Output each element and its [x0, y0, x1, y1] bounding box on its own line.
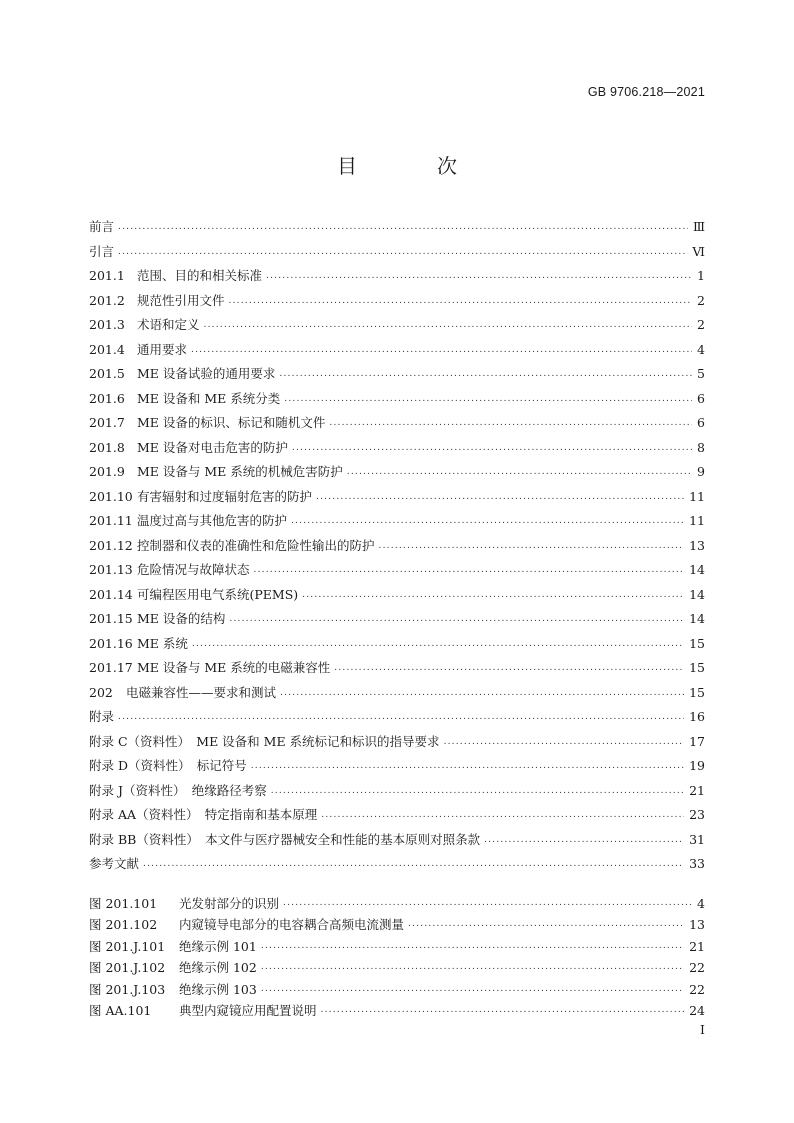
toc-entry-number: 201.4 — [89, 341, 125, 357]
toc-entry-title: ME 设备与 ME 系统的电磁兼容性 — [137, 660, 331, 675]
toc-entry-number: 201.14 — [89, 586, 133, 602]
toc-entry-title: 引言 — [89, 243, 115, 259]
toc-entry-page: 8 — [697, 439, 705, 455]
toc-entry-label — [89, 362, 275, 387]
toc-entry-number: 201.8 — [89, 439, 125, 455]
toc-entry-page: 4 — [697, 341, 705, 357]
toc-entry-label — [89, 485, 312, 510]
toc-entry[interactable] — [89, 754, 705, 779]
toc-entry-title: 附录 C（资料性） ME 设备和 ME 系统标记和标识的指导要求 — [89, 733, 440, 749]
standard-code: GB 9706.218—2021 — [587, 85, 705, 99]
toc-entry-label — [89, 828, 480, 853]
dot-leader — [291, 509, 684, 534]
toc-entry-label — [89, 264, 262, 289]
toc-entry-number: 201.1 — [89, 268, 125, 283]
dot-leader — [283, 893, 692, 914]
figure-entry[interactable] — [89, 914, 705, 935]
toc-entry[interactable] — [89, 730, 705, 755]
toc-entry[interactable] — [89, 240, 705, 265]
figure-entry-title: 内窥镜导电部分的电容耦合高频电流测量 — [179, 917, 405, 933]
dot-leader — [191, 338, 692, 363]
dot-leader — [204, 313, 693, 338]
toc-entry-label — [89, 460, 343, 485]
figure-entry-number: 图 AA.101 — [89, 1002, 152, 1018]
toc-entry[interactable] — [89, 460, 705, 485]
toc-entry-label — [89, 583, 298, 608]
toc-entry-number: 201.2 — [89, 292, 125, 308]
toc-entry-label — [89, 215, 114, 240]
toc-entry-number: 201.13 — [89, 562, 133, 577]
toc-entry-label — [89, 411, 325, 436]
dot-leader — [261, 957, 684, 978]
dot-leader — [271, 779, 684, 804]
toc-entry[interactable] — [89, 362, 705, 387]
toc-entry-title: ME 设备对电击危害的防护 — [137, 439, 288, 455]
toc-entry-page: 15 — [689, 635, 705, 651]
figure-entry-label — [89, 893, 279, 914]
toc-entry-title: ME 设备的标识、标记和随机文件 — [137, 415, 326, 430]
toc-entry-page: 14 — [689, 586, 705, 602]
toc-entry-page: 19 — [689, 758, 705, 773]
toc-entry-label — [89, 730, 440, 755]
toc-entry[interactable] — [89, 558, 705, 583]
figure-entry-title: 光发射部分的识别 — [179, 896, 280, 911]
dot-leader — [261, 979, 684, 1000]
toc-entry-label — [89, 289, 225, 314]
toc-entry-page: 13 — [689, 537, 705, 553]
toc-entry[interactable] — [89, 313, 705, 338]
toc-entry-title: 附录 AA（资料性） 特定指南和基本原理 — [89, 807, 318, 822]
dot-leader — [251, 754, 684, 779]
figure-entry-title: 典型内窥镜应用配置说明 — [179, 1002, 317, 1018]
figure-entry-label — [89, 1000, 317, 1021]
dot-leader — [329, 411, 692, 436]
figure-entry-title: 绝缘示例 102 — [179, 960, 257, 976]
dot-leader — [280, 681, 684, 706]
toc-entry-page: 15 — [689, 660, 705, 675]
toc-entry-page: 6 — [697, 390, 705, 406]
toc-entry[interactable] — [89, 485, 705, 510]
toc-entry-title: 可编程医用电气系统(PEMS) — [137, 586, 299, 602]
figure-entry-label — [89, 914, 404, 935]
toc-entry-number: 201.6 — [89, 390, 125, 406]
toc-entry-title: ME 设备的结构 — [137, 611, 226, 626]
toc-entry[interactable] — [89, 289, 705, 314]
toc-entry-label — [89, 656, 330, 681]
dot-leader — [302, 583, 684, 608]
toc-entry-page: 33 — [689, 856, 705, 871]
toc-entry-page: 14 — [689, 611, 705, 626]
dot-leader — [254, 558, 685, 583]
toc-entry-number: 201.9 — [89, 464, 125, 479]
toc-entry-number: 201.5 — [89, 366, 125, 381]
dot-leader — [118, 215, 688, 240]
toc-entry[interactable] — [89, 583, 705, 608]
toc-entry[interactable] — [89, 436, 705, 461]
figure-entry-label — [89, 979, 257, 1000]
toc-entry-title: 规范性引用文件 — [137, 292, 225, 308]
toc-entry-title: 电磁兼容性——要求和测试 — [126, 684, 277, 700]
toc-entry-page: 31 — [689, 831, 705, 847]
dot-leader — [266, 264, 692, 289]
dot-leader — [118, 705, 684, 730]
dot-leader — [444, 730, 685, 755]
toc-entry-title: 危险情况与故障状态 — [137, 562, 250, 577]
toc-entry[interactable] — [89, 411, 705, 436]
toc-entry[interactable] — [89, 681, 705, 706]
toc-entry[interactable] — [89, 779, 705, 804]
figure-entry[interactable] — [89, 979, 705, 1000]
dot-leader — [229, 607, 684, 632]
toc-entry[interactable] — [89, 852, 705, 877]
figure-entry-label — [89, 936, 257, 957]
figure-entry-number: 图 201.J.102 — [89, 960, 166, 976]
toc-entry-page: Ⅲ — [692, 219, 705, 234]
toc-entry-title: ME 设备试验的通用要求 — [137, 366, 276, 381]
dot-leader — [292, 436, 692, 461]
toc-entry-label — [89, 705, 114, 730]
toc-entry-page: 11 — [689, 488, 705, 504]
toc-entry-number: 202 — [89, 684, 113, 700]
toc-entry-label — [89, 509, 287, 534]
dot-leader — [321, 803, 684, 828]
toc-entry[interactable] — [89, 705, 705, 730]
dot-leader — [334, 656, 684, 681]
dot-leader — [408, 914, 684, 935]
dot-leader — [229, 289, 693, 314]
toc-entry-title: 术语和定义 — [137, 317, 200, 332]
figure-entry[interactable] — [89, 893, 705, 914]
dot-leader — [279, 362, 692, 387]
toc-entry-label — [89, 240, 114, 265]
toc-entry-title: 参考文献 — [89, 856, 140, 871]
toc-entry-label — [89, 754, 247, 779]
toc-entry-label — [89, 803, 317, 828]
toc-entry-page: 14 — [689, 562, 705, 577]
figure-entry-page: 22 — [689, 981, 705, 997]
figure-entry-page: 24 — [689, 1002, 705, 1018]
figure-entry-label — [89, 957, 257, 978]
figure-entry[interactable] — [89, 957, 705, 978]
toc-entry-page: 2 — [697, 317, 705, 332]
toc-entry[interactable] — [89, 656, 705, 681]
toc-entry[interactable] — [89, 387, 705, 412]
dot-leader — [484, 828, 684, 853]
toc-entry[interactable] — [89, 632, 705, 657]
figure-entry-page: 13 — [689, 917, 705, 933]
toc-entry-number: 201.10 — [89, 488, 133, 504]
toc-entry-number: 201.16 — [89, 635, 133, 651]
toc-entry-label — [89, 558, 250, 583]
toc-entry-page: 9 — [697, 464, 705, 479]
toc-entry-page: Ⅵ — [692, 243, 705, 259]
dot-leader — [192, 632, 684, 657]
toc-entry-page: 21 — [689, 782, 705, 798]
toc-entry-label — [89, 607, 225, 632]
toc-entry-label — [89, 632, 188, 657]
toc-entry-title: 附录 J（资料性） 绝缘路径考察 — [89, 782, 267, 798]
toc-entry-number: 201.11 — [89, 513, 133, 528]
toc-entry-page: 17 — [689, 733, 705, 749]
toc-entry-number: 201.17 — [89, 660, 133, 675]
toc-entry[interactable] — [89, 264, 705, 289]
toc-entry-label — [89, 534, 375, 559]
toc-entry-label — [89, 313, 200, 338]
toc-entry-number: 201.7 — [89, 415, 125, 430]
figure-entry[interactable] — [89, 1000, 705, 1021]
figure-entry-page: 4 — [697, 896, 705, 911]
toc-entry-title: ME 设备和 ME 系统分类 — [137, 390, 281, 406]
figure-entry-number: 图 201.J.103 — [89, 981, 166, 997]
toc-entry-number: 201.15 — [89, 611, 133, 626]
toc-entry-title: 温度过高与其他危害的防护 — [137, 513, 288, 528]
toc-entry-title: 范围、目的和相关标准 — [137, 268, 263, 283]
toc-entry-page: 5 — [697, 366, 705, 381]
toc-entry[interactable] — [89, 509, 705, 534]
toc-entry-number: 201.12 — [89, 537, 133, 553]
toc-entry-title: 附录 BB（资料性） 本文件与医疗器械安全和性能的基本原则对照条款 — [89, 831, 481, 847]
toc-entry-page: 23 — [689, 807, 705, 822]
figure-entry-page: 22 — [689, 960, 705, 976]
dot-leader — [261, 936, 684, 957]
toc-entry-title: 有害辐射和过度辐射危害的防护 — [137, 488, 313, 504]
toc-entry-label — [89, 338, 187, 363]
toc-entry-page: 15 — [689, 684, 705, 700]
figure-entry-number: 图 201.J.101 — [89, 938, 166, 954]
figure-entry-page: 21 — [689, 938, 705, 954]
toc-entry-page: 11 — [689, 513, 705, 528]
dot-leader — [379, 534, 685, 559]
toc-entry-page: 16 — [689, 709, 705, 724]
toc-entry-page: 1 — [697, 268, 705, 283]
toc-entry-label — [89, 779, 267, 804]
toc-entry[interactable] — [89, 803, 705, 828]
figure-entry-title: 绝缘示例 103 — [179, 981, 257, 997]
toc-entry-page: 2 — [697, 292, 705, 308]
toc-entry-page: 6 — [697, 415, 705, 430]
dot-leader — [316, 485, 684, 510]
toc-entry-label — [89, 436, 288, 461]
dot-leader — [284, 387, 692, 412]
toc-entry-title: 前言 — [89, 219, 115, 234]
toc-entry-title: ME 系统 — [137, 635, 188, 651]
toc-entry-title: 附录 D（资料性） 标记符号 — [89, 758, 247, 773]
toc-entry-label — [89, 852, 139, 877]
toc-entry-title: 通用要求 — [137, 341, 188, 357]
toc-entry-label — [89, 681, 276, 706]
toc-entry[interactable] — [89, 607, 705, 632]
table-of-contents — [89, 215, 705, 877]
dot-leader — [118, 240, 687, 265]
toc-entry-title: 控制器和仪表的准确性和危险性输出的防护 — [137, 537, 375, 553]
toc-entry[interactable] — [89, 338, 705, 363]
toc-entry-number: 201.3 — [89, 317, 125, 332]
figure-entry-number: 图 201.102 — [89, 917, 158, 933]
page-number: I — [700, 1022, 705, 1037]
dot-leader — [347, 460, 692, 485]
toc-entry-title: 附录 — [89, 709, 115, 724]
list-of-figures — [89, 893, 705, 1021]
dot-leader — [143, 852, 684, 877]
page-title: 目 次 — [337, 154, 487, 178]
toc-entry[interactable] — [89, 828, 705, 853]
figure-entry[interactable] — [89, 936, 705, 957]
toc-entry[interactable] — [89, 215, 705, 240]
toc-entry-title: ME 设备与 ME 系统的机械危害防护 — [137, 464, 343, 479]
toc-entry[interactable] — [89, 534, 705, 559]
toc-entry-label — [89, 387, 280, 412]
dot-leader — [321, 1000, 685, 1021]
figure-entry-number: 图 201.101 — [89, 896, 158, 911]
figure-entry-title: 绝缘示例 101 — [179, 938, 257, 954]
